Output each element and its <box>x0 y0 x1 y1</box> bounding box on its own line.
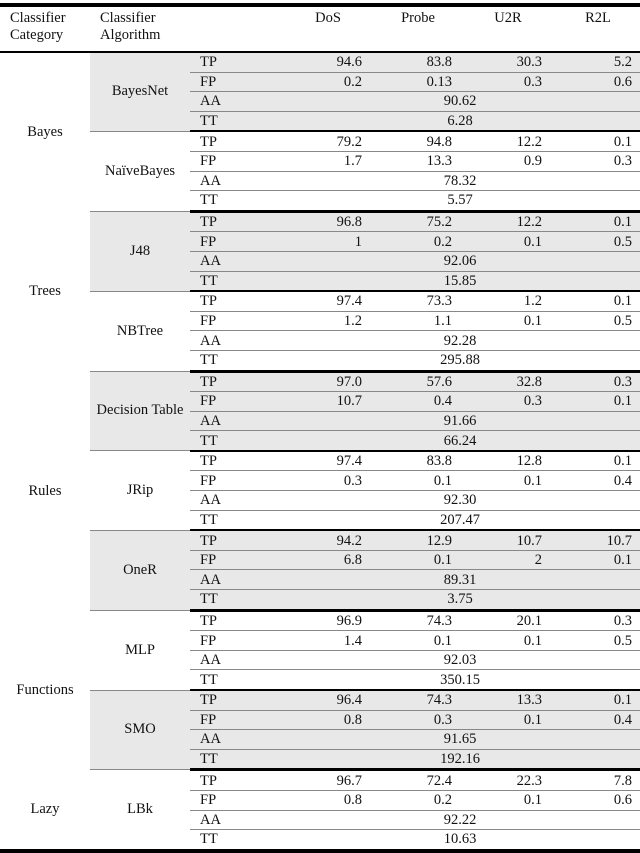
metric-label: AA <box>190 92 280 112</box>
table-row <box>0 52 640 72</box>
value-cell: 96.9 <box>280 610 370 631</box>
metric-label: TP <box>190 770 280 791</box>
value-cell: 0.8 <box>280 710 370 730</box>
training-time-cell: 3.75 <box>280 590 640 611</box>
metric-label: TP <box>190 371 280 392</box>
average-accuracy-cell: 92.03 <box>280 650 640 670</box>
training-time-cell: 6.28 <box>280 111 640 131</box>
table-body <box>0 52 640 851</box>
metric-label: FP <box>190 151 280 171</box>
table-row <box>0 530 640 550</box>
metric-label: TP <box>190 610 280 631</box>
value-cell: 94.8 <box>370 131 460 151</box>
value-cell: 83.8 <box>370 451 460 471</box>
value-cell: 75.2 <box>370 211 460 232</box>
metric-label: AA <box>190 810 280 830</box>
metric-label: TP <box>190 690 280 710</box>
value-cell: 0.1 <box>370 631 460 651</box>
metric-label: AA <box>190 491 280 511</box>
value-cell: 0.1 <box>460 790 550 810</box>
value-cell: 97.0 <box>280 371 370 392</box>
value-cell: 57.6 <box>370 371 460 392</box>
value-cell: 10.7 <box>280 392 370 412</box>
value-cell: 96.7 <box>280 770 370 791</box>
value-cell: 0.1 <box>550 211 640 232</box>
value-cell: 10.7 <box>550 530 640 550</box>
value-cell: 0.6 <box>550 72 640 92</box>
value-cell: 2 <box>460 550 550 570</box>
metric-label: TP <box>190 52 280 72</box>
metric-label: TT <box>190 749 280 770</box>
average-accuracy-cell: 91.65 <box>280 730 640 750</box>
header-row <box>0 5 640 52</box>
metric-label: FP <box>190 392 280 412</box>
value-cell: 5.2 <box>550 52 640 72</box>
average-accuracy-cell: 89.31 <box>280 570 640 590</box>
value-cell: 94.6 <box>280 52 370 72</box>
value-cell: 0.5 <box>550 232 640 252</box>
value-cell: 72.4 <box>370 770 460 791</box>
value-cell: 0.1 <box>460 311 550 331</box>
metric-label: AA <box>190 730 280 750</box>
value-cell: 73.3 <box>370 291 460 311</box>
value-cell: 0.3 <box>550 610 640 631</box>
value-cell: 32.8 <box>460 371 550 392</box>
table-row <box>0 770 640 791</box>
header-probe: Probe <box>370 5 460 52</box>
training-time-cell: 295.88 <box>280 350 640 371</box>
value-cell: 0.3 <box>550 371 640 392</box>
average-accuracy-cell: 78.32 <box>280 171 640 191</box>
value-cell: 0.1 <box>550 451 640 471</box>
algorithm-cell: BayesNet <box>90 52 190 131</box>
metric-label: TT <box>190 830 280 851</box>
table-row <box>0 610 640 631</box>
metric-label: TT <box>190 271 280 291</box>
value-cell: 0.9 <box>460 151 550 171</box>
value-cell: 0.6 <box>550 790 640 810</box>
training-time-cell: 66.24 <box>280 431 640 451</box>
metric-label: FP <box>190 311 280 331</box>
metric-label: FP <box>190 471 280 491</box>
value-cell: 13.3 <box>460 690 550 710</box>
category-cell: Bayes <box>27 124 63 141</box>
algorithm-cell: LBk <box>90 770 190 851</box>
training-time-cell: 10.63 <box>280 830 640 851</box>
algorithm-cell: J48 <box>90 211 190 291</box>
value-cell: 0.1 <box>460 471 550 491</box>
metric-label: AA <box>190 570 280 590</box>
value-cell: 12.8 <box>460 451 550 471</box>
category-cell: Rules <box>28 482 62 499</box>
value-cell: 74.3 <box>370 610 460 631</box>
header-algorithm: Classifier Algorithm <box>90 5 190 52</box>
metric-label: FP <box>190 631 280 651</box>
metric-label: TP <box>190 530 280 550</box>
value-cell: 0.1 <box>550 131 640 151</box>
metric-label: TT <box>190 191 280 212</box>
metric-label: FP <box>190 550 280 570</box>
value-cell: 6.8 <box>280 550 370 570</box>
table-row <box>0 690 640 710</box>
value-cell: 97.4 <box>280 451 370 471</box>
metric-label: FP <box>190 72 280 92</box>
category-cell: Trees <box>29 283 61 300</box>
value-cell: 12.2 <box>460 131 550 151</box>
metric-label: FP <box>190 710 280 730</box>
metric-label: TT <box>190 350 280 371</box>
value-cell: 0.2 <box>280 72 370 92</box>
value-cell: 0.3 <box>460 72 550 92</box>
value-cell: 96.4 <box>280 690 370 710</box>
value-cell: 0.3 <box>280 471 370 491</box>
value-cell: 0.2 <box>370 790 460 810</box>
metric-label: TP <box>190 291 280 311</box>
value-cell: 1.7 <box>280 151 370 171</box>
category-cell: Functions <box>16 682 74 698</box>
category-cell: Lazy <box>30 801 60 818</box>
header-dos: DoS <box>280 5 370 52</box>
results-table <box>0 3 640 853</box>
value-cell: 79.2 <box>280 131 370 151</box>
value-cell: 12.9 <box>370 530 460 550</box>
table-row <box>0 291 640 311</box>
value-cell: 30.3 <box>460 52 550 72</box>
average-accuracy-cell: 91.66 <box>280 411 640 431</box>
value-cell: 22.3 <box>460 770 550 791</box>
metric-label: AA <box>190 411 280 431</box>
value-cell: 0.3 <box>460 392 550 412</box>
algorithm-cell: NaïveBayes <box>90 131 190 211</box>
value-cell: 1.2 <box>280 311 370 331</box>
value-cell: 74.3 <box>370 690 460 710</box>
value-cell: 7.8 <box>550 770 640 791</box>
value-cell: 0.1 <box>460 631 550 651</box>
value-cell: 0.5 <box>550 311 640 331</box>
header-r2l: R2L <box>550 5 640 52</box>
algorithm-cell: OneR <box>90 530 190 610</box>
value-cell: 0.3 <box>550 151 640 171</box>
value-cell: 0.2 <box>370 232 460 252</box>
value-cell: 0.3 <box>370 710 460 730</box>
value-cell: 20.1 <box>460 610 550 631</box>
average-accuracy-cell: 92.22 <box>280 810 640 830</box>
header-metric <box>190 5 280 52</box>
metric-label: AA <box>190 171 280 191</box>
value-cell: 0.8 <box>280 790 370 810</box>
training-time-cell: 350.15 <box>280 670 640 690</box>
metric-label: TP <box>190 211 280 232</box>
header-u2r: U2R <box>460 5 550 52</box>
value-cell: 94.2 <box>280 530 370 550</box>
value-cell: 83.8 <box>370 52 460 72</box>
value-cell: 0.1 <box>550 550 640 570</box>
table-row <box>0 211 640 232</box>
value-cell: 12.2 <box>460 211 550 232</box>
average-accuracy-cell: 92.06 <box>280 251 640 271</box>
value-cell: 0.5 <box>550 631 640 651</box>
value-cell: 0.1 <box>550 690 640 710</box>
algorithm-cell: NBTree <box>90 291 190 371</box>
value-cell: 0.1 <box>550 392 640 412</box>
metric-label: AA <box>190 650 280 670</box>
value-cell: 0.1 <box>370 471 460 491</box>
table-row <box>0 371 640 392</box>
metric-label: TT <box>190 670 280 690</box>
value-cell: 10.7 <box>460 530 550 550</box>
metric-label: AA <box>190 331 280 351</box>
value-cell: 0.4 <box>370 392 460 412</box>
metric-label: TP <box>190 451 280 471</box>
value-cell: 0.4 <box>550 710 640 730</box>
value-cell: 0.1 <box>370 550 460 570</box>
training-time-cell: 207.47 <box>280 510 640 530</box>
value-cell: 0.1 <box>460 710 550 730</box>
value-cell: 96.8 <box>280 211 370 232</box>
average-accuracy-cell: 92.30 <box>280 491 640 511</box>
metric-label: TT <box>190 111 280 131</box>
metric-label: TP <box>190 131 280 151</box>
algorithm-cell: SMO <box>90 690 190 770</box>
algorithm-cell: JRip <box>90 451 190 530</box>
average-accuracy-cell: 90.62 <box>280 92 640 112</box>
training-time-cell: 5.57 <box>280 191 640 212</box>
table-row <box>0 131 640 151</box>
table-row <box>0 451 640 471</box>
value-cell: 1.2 <box>460 291 550 311</box>
metric-label: FP <box>190 790 280 810</box>
value-cell: 0.1 <box>550 291 640 311</box>
metric-label: TT <box>190 590 280 611</box>
metric-label: TT <box>190 431 280 451</box>
value-cell: 1.1 <box>370 311 460 331</box>
algorithm-cell: Decision Table <box>90 371 190 451</box>
value-cell: 0.1 <box>460 232 550 252</box>
training-time-cell: 15.85 <box>280 271 640 291</box>
metric-label: AA <box>190 251 280 271</box>
value-cell: 0.13 <box>370 72 460 92</box>
training-time-cell: 192.16 <box>280 749 640 770</box>
header-category: Classifier Category <box>0 5 90 52</box>
metric-label: FP <box>190 232 280 252</box>
value-cell: 1.4 <box>280 631 370 651</box>
metric-label: TT <box>190 510 280 530</box>
value-cell: 13.3 <box>370 151 460 171</box>
value-cell: 1 <box>280 232 370 252</box>
average-accuracy-cell: 92.28 <box>280 331 640 351</box>
value-cell: 0.4 <box>550 471 640 491</box>
value-cell: 97.4 <box>280 291 370 311</box>
algorithm-cell: MLP <box>90 610 190 690</box>
